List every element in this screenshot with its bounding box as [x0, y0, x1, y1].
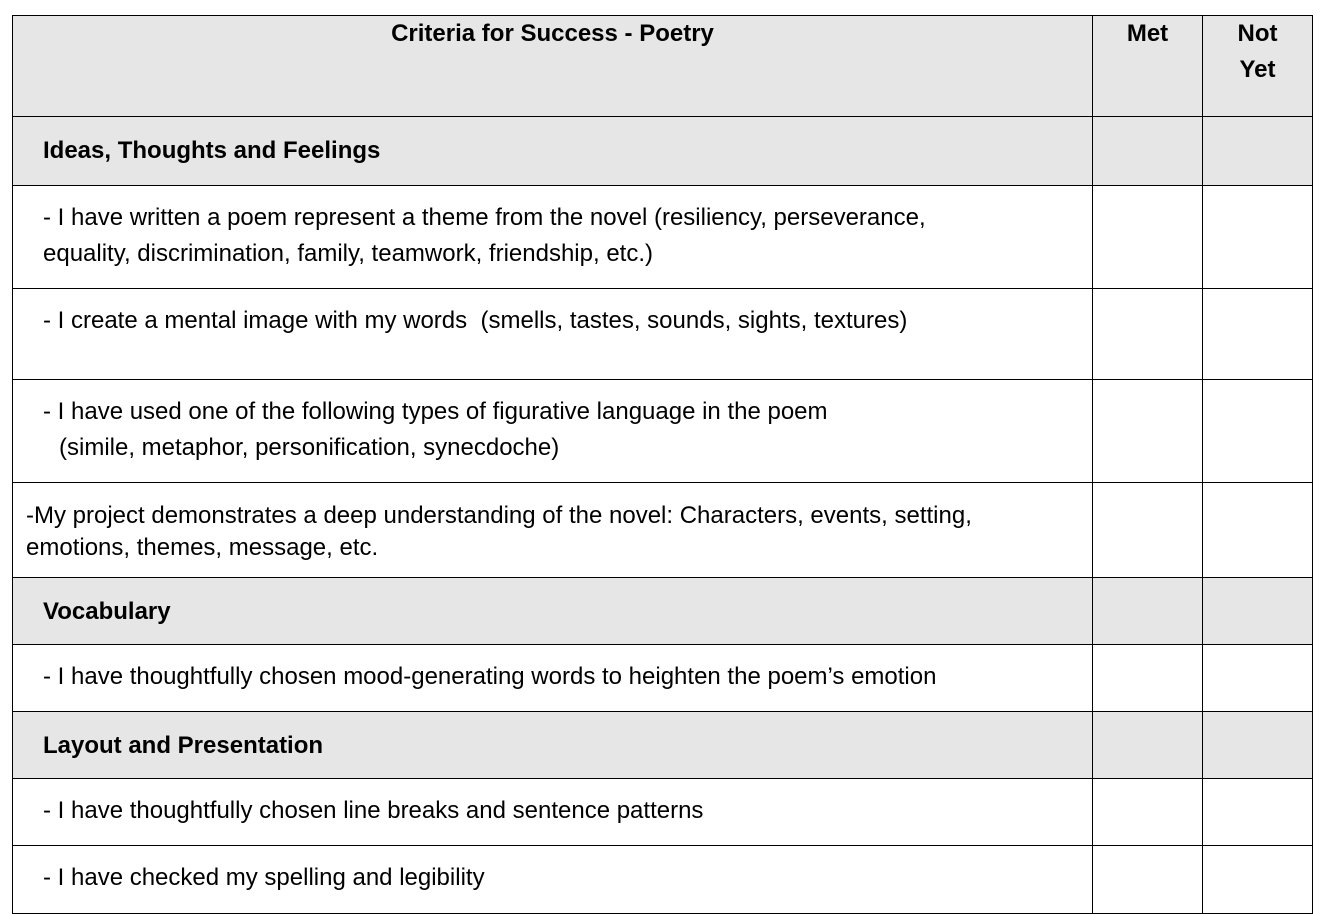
criterion-line: - I have thoughtfully chosen mood-generating words to heighten the poem’s emotion [43, 663, 937, 690]
criterion-text [13, 483, 1093, 578]
met-cell[interactable] [1093, 712, 1203, 779]
criterion-line: - I have used one of the following types of figurative language in the poem [43, 398, 828, 425]
criterion-text [13, 186, 1093, 289]
criterion-line: - I have written a poem represent a theme from the novel (resiliency, perseverance, [43, 204, 926, 231]
met-checkbox-cell[interactable] [1093, 846, 1203, 914]
not-yet-line-2: Yet [1239, 56, 1276, 83]
header-row [13, 16, 1313, 117]
criterion-text [13, 380, 1093, 483]
criterion-row [13, 483, 1313, 578]
not-yet-checkbox-cell[interactable] [1203, 380, 1313, 483]
not-yet-checkbox-cell[interactable] [1203, 846, 1313, 914]
criteria-rubric-table [12, 15, 1313, 914]
section-title: Layout and Presentation [13, 712, 1093, 779]
criterion-text [13, 846, 1093, 914]
criterion-row [13, 846, 1313, 914]
section-title: Ideas, Thoughts and Feelings [13, 117, 1093, 186]
criterion-line: - I have checked my spelling and legibility [43, 864, 485, 891]
criterion-row [13, 289, 1313, 380]
not-yet-checkbox-cell[interactable] [1203, 483, 1313, 578]
criteria-column-header: Criteria for Success - Poetry [13, 16, 1093, 117]
criterion-row [13, 186, 1313, 289]
criterion-line: -My project demonstrates a deep understanding of the novel: Characters, events, setting, [26, 502, 972, 529]
met-cell[interactable] [1093, 578, 1203, 645]
met-checkbox-cell[interactable] [1093, 186, 1203, 289]
criterion-row [13, 380, 1313, 483]
met-checkbox-cell[interactable] [1093, 380, 1203, 483]
not-yet-checkbox-cell[interactable] [1203, 779, 1313, 846]
criterion-text [13, 289, 1093, 380]
criterion-line: equality, discrimination, family, teamwork, friendship, etc.) [43, 240, 653, 267]
met-checkbox-cell[interactable] [1093, 483, 1203, 578]
not-yet-column-header [1203, 16, 1313, 117]
not-yet-cell[interactable] [1203, 712, 1313, 779]
criterion-text [13, 645, 1093, 712]
met-column-header: Met [1093, 16, 1203, 117]
criterion-row [13, 779, 1313, 846]
not-yet-cell[interactable] [1203, 117, 1313, 186]
criterion-line: - I create a mental image with my words (smells, tastes, sounds, sights, textures) [43, 307, 908, 334]
met-checkbox-cell[interactable] [1093, 645, 1203, 712]
not-yet-checkbox-cell[interactable] [1203, 186, 1313, 289]
not-yet-cell[interactable] [1203, 578, 1313, 645]
section-row-ideas [13, 117, 1313, 186]
not-yet-checkbox-cell[interactable] [1203, 289, 1313, 380]
criterion-line: emotions, themes, message, etc. [26, 534, 379, 561]
not-yet-checkbox-cell[interactable] [1203, 645, 1313, 712]
section-title: Vocabulary [13, 578, 1093, 645]
met-cell[interactable] [1093, 117, 1203, 186]
section-row-layout [13, 712, 1313, 779]
not-yet-line-1: Not [1237, 20, 1278, 47]
section-row-vocabulary [13, 578, 1313, 645]
criterion-text [13, 779, 1093, 846]
met-checkbox-cell[interactable] [1093, 779, 1203, 846]
criterion-row [13, 645, 1313, 712]
criterion-line: - I have thoughtfully chosen line breaks and sentence patterns [43, 797, 704, 824]
criterion-line: (simile, metaphor, personification, synecdoche) [59, 434, 560, 461]
met-checkbox-cell[interactable] [1093, 289, 1203, 380]
